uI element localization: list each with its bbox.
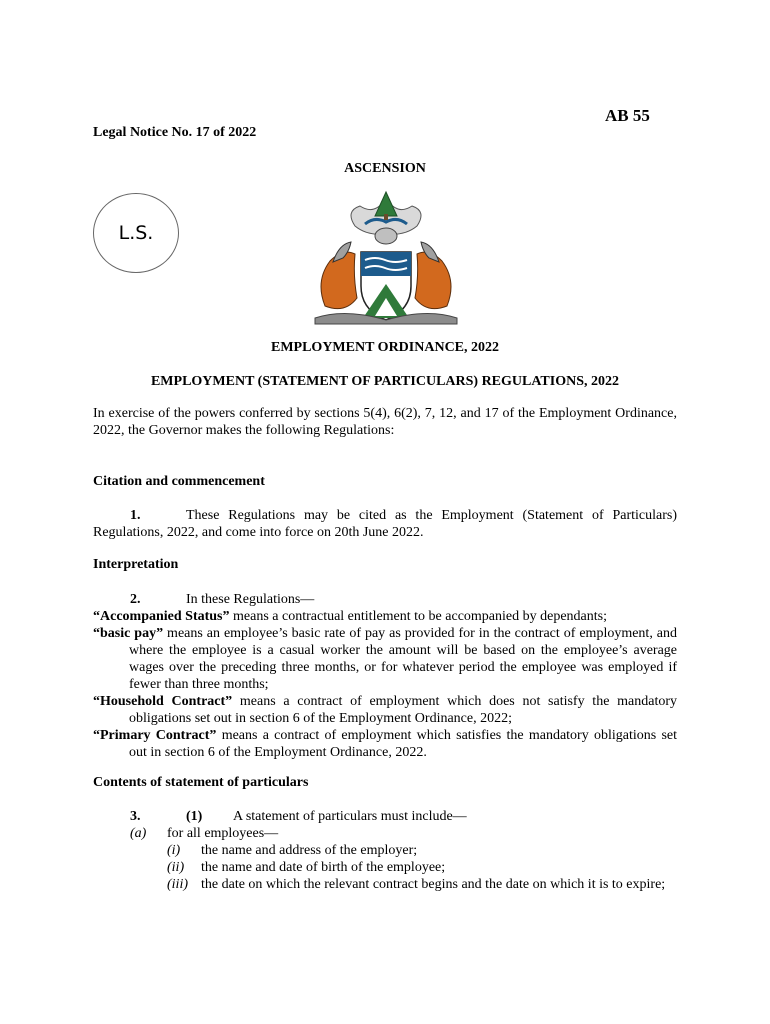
section-3-number: 3. [130,809,141,824]
section-3-intro-line [130,808,678,825]
definition-text: means a contractual entitlement to be accompanied by dependants; [229,609,607,624]
definition-term: “Accompanied Status” [93,609,230,624]
paragraph-a [130,825,678,842]
ordinance-title: EMPLOYMENT ORDINANCE, 2022 [270,340,500,355]
item-i [130,842,678,859]
definition-term: “Household Contract” [93,694,233,709]
subsection-1-label: (1) [186,809,203,824]
item-iii-label: (iii) [167,877,188,892]
section-1-text: These Regulations may be cited as the Employment (Statement of Particulars) Regulations, 2022, and come into force on 20th June 2022. [93,508,677,540]
section-2-intro-line [93,591,677,608]
ascension-coat-of-arms-icon [305,186,467,326]
definition-household-contract [93,693,677,727]
item-iii [130,876,678,893]
seal-text: L.S. [118,222,154,244]
item-i-text: the name and address of the employer; [201,843,418,858]
document-code: AB 55 [605,106,650,125]
regulations-title: EMPLOYMENT (STATEMENT OF PARTICULARS) REGULATIONS, 2022 [150,374,620,389]
section-3 [130,808,678,893]
section-1-number: 1. [130,508,141,523]
definition-basic-pay [93,625,677,693]
section-1 [93,507,677,541]
seal-circle [93,193,179,273]
item-ii-label: (ii) [167,860,185,875]
definition-text: means an employee’s basic rate of pay as provided for in the contract of employment, and where the employee is a casual worker the amount will be based on the employee’s average wages over the preceding three months, or for whatever period the employee was employed if fewer than three months; [129,626,677,692]
contents-heading: Contents of statement of particulars [93,775,309,790]
paragraph-a-text: for all employees— [167,826,279,841]
section-2-number: 2. [130,592,141,607]
definition-term: “Primary Contract” [93,728,217,743]
enacting-formula: In exercise of the powers conferred by sections 5(4), 6(2), 7, 12, and 17 of the Employment Ordinance, 2022, the Governor makes the following Regulations: [93,406,677,438]
section-2-intro: In these Regulations— [186,592,315,607]
definition-term: “basic pay” [93,626,164,641]
item-ii-text: the name and date of birth of the employee; [201,860,446,875]
definition-text: means a contract of employment which does not satisfy the mandatory obligations set out in section 6 of the Employment Ordinance, 2022; [129,694,677,726]
section-2 [93,591,677,761]
subsection-1-intro: A statement of particulars must include— [233,809,467,824]
citation-heading: Citation and commencement [93,474,265,489]
legal-notice-number: Legal Notice No. 17 of 2022 [93,125,257,140]
country-heading: ASCENSION [344,161,426,176]
item-iii-text: the date on which the relevant contract begins and the date on which it is to expire; [201,877,666,892]
definition-text: means a contract of employment which satisfies the mandatory obligations set out in section 6 of the Employment Ordinance, 2022. [129,728,677,760]
item-i-label: (i) [167,843,181,858]
definition-primary-contract [93,727,677,761]
paragraph-a-label: (a) [130,826,147,841]
definition-accompanied-status [93,608,677,625]
item-ii [130,859,678,876]
interpretation-heading: Interpretation [93,557,179,572]
